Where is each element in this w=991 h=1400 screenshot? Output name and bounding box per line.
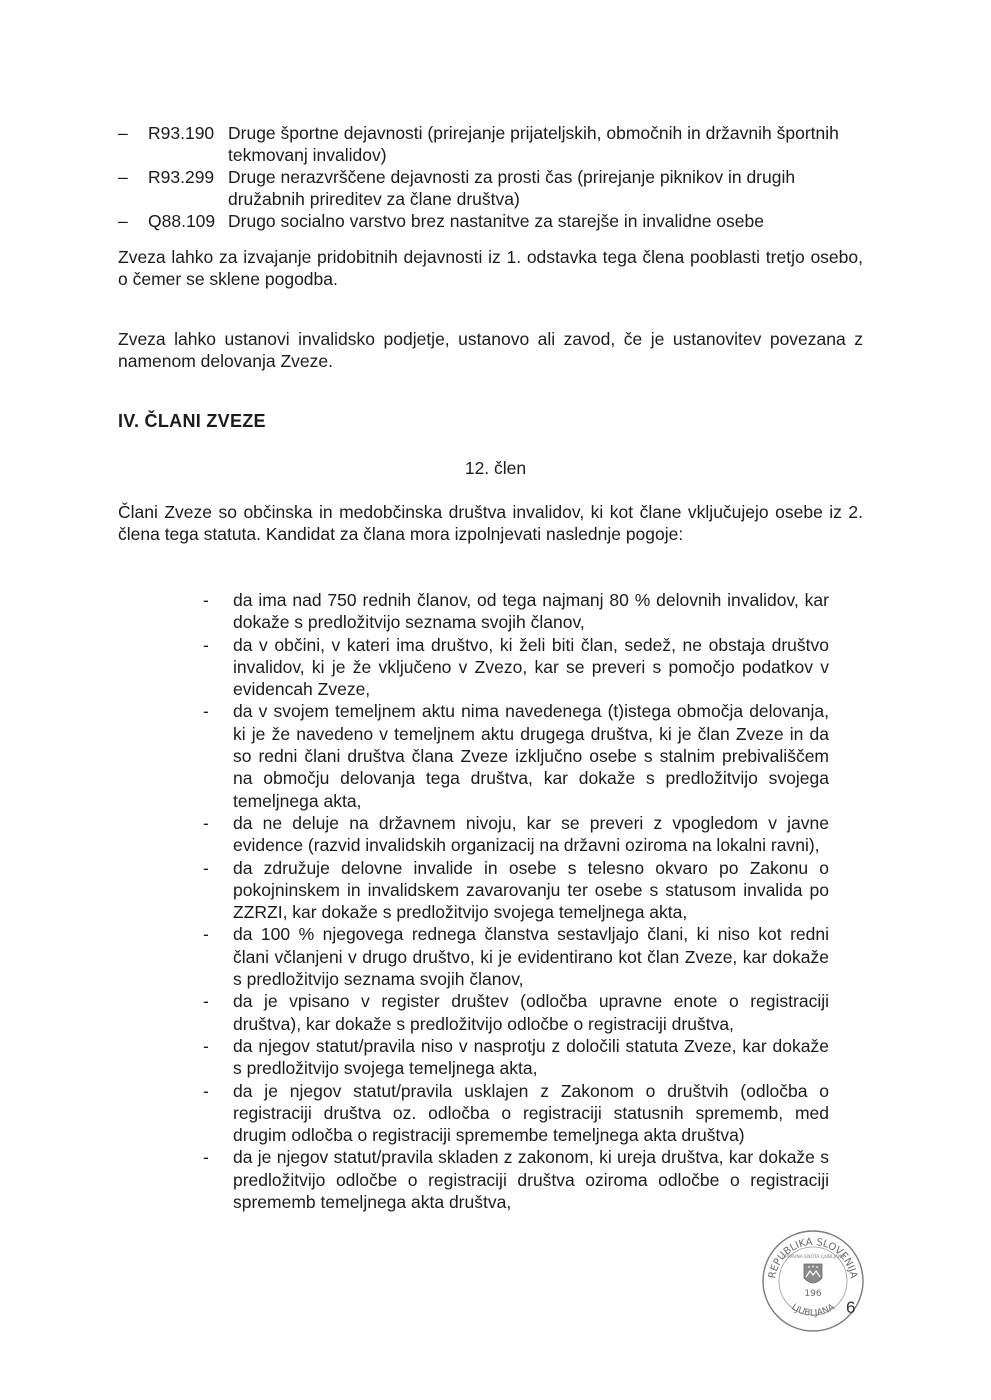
list-dash: - bbox=[203, 634, 209, 655]
activity-code: R93.299 bbox=[148, 167, 215, 187]
list-dash: - bbox=[203, 701, 209, 722]
condition-item bbox=[203, 990, 829, 1035]
condition-text: da je vpisano v register društev (odločba upravne enote o registraciji društva), kar dokaže s predložitvijo odločbe o registraciji društva, bbox=[233, 991, 829, 1034]
condition-item bbox=[203, 812, 829, 857]
condition-text: da ne deluje na državnem nivoju, kar se preveri z vpogledom v javne evidence (razvid invalidskih organizacij na državni oziroma na lokalni ravni), bbox=[233, 812, 829, 856]
paragraph-members: Člani Zveze so občinska in medobčinska društva invalidov, ki kot člane vključujejo osebe iz 2. člena tega statuta. Kandidat za člana mora izpolnjevati naslednje pogoje: bbox=[118, 502, 863, 544]
page-number: 6 bbox=[846, 1298, 856, 1317]
list-dash: - bbox=[203, 590, 209, 610]
list-dash: – bbox=[118, 167, 128, 187]
condition-text: da njegov statut/pravila niso v nasprotju z določili statuta Zveze, kar dokaže s predložitvijo svojega temeljnega akta, bbox=[233, 1035, 829, 1079]
paragraph-third-party: Zveza lahko za izvajanje pridobitnih dejavnosti iz 1. odstavka tega člena pooblasti tretjo osebo, o čemer se sklene pogodba. bbox=[118, 247, 863, 289]
condition-text: da je njegov statut/pravila skladen z zakonom, ki ureja društva, kar dokaže s predložitvijo odločbe o registraciji društva oziroma odločbe o registraciji sprememb temeljnega akta društva, bbox=[233, 1147, 829, 1213]
activity-code-item bbox=[118, 166, 858, 210]
condition-item bbox=[203, 589, 829, 634]
list-dash: - bbox=[203, 812, 209, 833]
list-dash: – bbox=[118, 211, 128, 231]
stamp-number: 196 bbox=[804, 1289, 822, 1299]
article-number: 12. člen bbox=[464, 458, 527, 478]
condition-item bbox=[203, 857, 829, 924]
activity-description: Druge nerazvrščene dejavnosti za prosti čas (prirejanje piknikov in drugih družabnih prireditev za člane društva) bbox=[228, 167, 796, 209]
condition-text: da ima nad 750 rednih članov, od tega najmanj 80 % delovnih invalidov, kar dokaže s predložitvijo seznama svojih članov, bbox=[233, 590, 829, 633]
condition-item bbox=[203, 1146, 829, 1213]
list-dash: - bbox=[203, 924, 209, 945]
section-heading: IV. ČLANI ZVEZE bbox=[118, 411, 266, 431]
condition-text: da je njegov statut/pravila usklajen z Zakonom o društvih (odločba o registraciji društva oz. odločba o registraciji statusnih sprememb, med drugim odločba o registraciji spremembe temeljnega akta društva) bbox=[233, 1080, 829, 1146]
activity-code: Q88.109 bbox=[148, 211, 216, 231]
activity-code-item bbox=[118, 210, 858, 232]
condition-text: da združuje delovne invalide in osebe s telesno okvaro po Zakonu o pokojninskem in invalidskem zavarovanju ter osebe s statusom invalida po ZZRZI, kar dokaže s predložitvijo svojega temeljnega akta, bbox=[233, 857, 829, 923]
condition-text: da 100 % njegovega rednega članstva sestavljajo člani, ki niso kot redni člani včlanjeni v drugo društvo, ki je evidentirano kot član Zveze, kar dokaže s predložitvijo seznama svojih članov, bbox=[233, 924, 829, 990]
list-dash: - bbox=[203, 1080, 209, 1101]
activity-code-item bbox=[118, 122, 858, 166]
condition-text: da v občini, v kateri ima društvo, ki želi biti član, sedež, ne obstaja društvo invalidov, ki je že vključeno v Zvezo, kar se preveri s pomočjo podatkov v evidencah Zveze, bbox=[233, 634, 829, 700]
list-dash: - bbox=[203, 1147, 209, 1168]
activity-description: Druge športne dejavnosti (prirejanje prijateljskih, območnih in državnih športnih tekmovanj invalidov) bbox=[228, 123, 839, 165]
condition-item bbox=[203, 1080, 829, 1147]
membership-conditions-list bbox=[203, 589, 829, 1213]
activity-code: R93.190 bbox=[148, 123, 215, 143]
condition-item bbox=[203, 923, 829, 990]
activity-description: Drugo socialno varstvo brez nastanitve za starejše in invalidne osebe bbox=[228, 211, 764, 231]
activity-code-list bbox=[118, 122, 858, 232]
condition-item bbox=[203, 1035, 829, 1080]
stamp-bottom-text: LJUBLJANA bbox=[789, 1302, 837, 1319]
list-dash: – bbox=[118, 123, 128, 143]
list-dash: - bbox=[203, 1035, 209, 1056]
paragraph-company: Zveza lahko ustanovi invalidsko podjetje, ustanovo ali zavod, če je ustanovitev povezana z namenom delovanja Zveze. bbox=[118, 329, 863, 371]
list-dash: - bbox=[203, 991, 209, 1012]
stamp-top-text: REPUBLIKA SLOVENIJA bbox=[767, 1236, 859, 1280]
condition-item bbox=[203, 700, 829, 811]
list-dash: - bbox=[203, 857, 209, 878]
coat-of-arms-icon bbox=[804, 1264, 822, 1283]
official-stamp bbox=[760, 1228, 866, 1334]
condition-text: da v svojem temeljnem aktu nima navedenega (t)istega območja delovanja, ki je že navedeno v temeljnem aktu drugega društva, ki je član Zveze in da so redni člani društva člana Zveze izključno osebe s stalnim prebivališčem na območju delovanja tega društva, kar dokaže s predložitvijo svojega temeljnega akta, bbox=[233, 701, 829, 811]
condition-item bbox=[203, 634, 829, 701]
stamp-inner-text: UPRAVNA ENOTA LJUBLJANA bbox=[781, 1255, 845, 1260]
